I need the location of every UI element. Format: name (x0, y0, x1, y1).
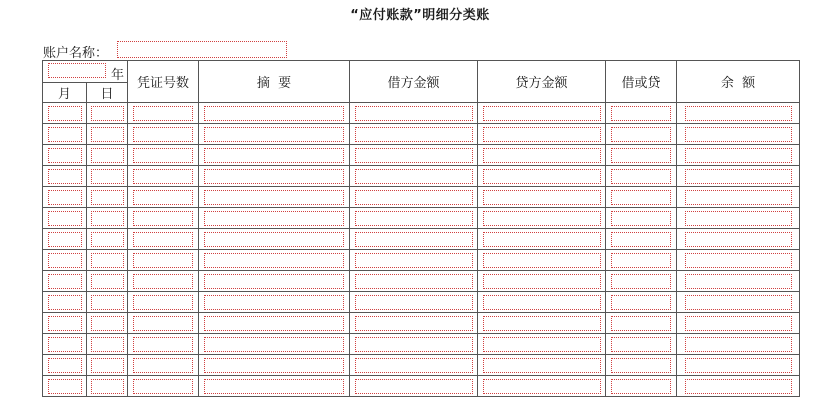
ledger-cell-credit-amount (478, 124, 606, 145)
ledger-cell-credit-amount (478, 229, 606, 250)
voucher-number-input[interactable] (133, 148, 193, 163)
ledger-cell-voucher-number (128, 229, 199, 250)
credit-amount-input[interactable] (483, 106, 601, 121)
balance-input[interactable] (685, 337, 792, 352)
ledger-cell-debit-or-credit (606, 166, 677, 187)
ledger-cell-day (87, 103, 128, 124)
ledger-cell-balance (677, 229, 800, 250)
ledger-body (43, 103, 800, 397)
ledger-cell-month (43, 187, 87, 208)
debit-amount-input[interactable] (355, 148, 473, 163)
ledger-row (43, 334, 800, 355)
ledger-cell-voucher-number (128, 376, 199, 397)
ledger-cell-debit-amount (350, 250, 478, 271)
ledger-cell-month (43, 334, 87, 355)
ledger-cell-balance (677, 271, 800, 292)
ledger-row (43, 208, 800, 229)
ledger-row (43, 250, 800, 271)
ledger-cell-month (43, 145, 87, 166)
ledger-cell-summary (199, 250, 350, 271)
ledger-cell-debit-or-credit (606, 292, 677, 313)
ledger-cell-balance (677, 334, 800, 355)
ledger-cell-month (43, 229, 87, 250)
ledger-cell-credit-amount (478, 334, 606, 355)
ledger-cell-summary (199, 334, 350, 355)
credit-amount-input[interactable] (483, 358, 601, 373)
ledger-cell-credit-amount (478, 250, 606, 271)
debit-amount-input[interactable] (355, 379, 473, 394)
ledger-cell-credit-amount (478, 313, 606, 334)
ledger-cell-voucher-number (128, 124, 199, 145)
balance-input[interactable] (685, 379, 792, 394)
month-input[interactable] (48, 106, 82, 121)
debit-or-credit-input[interactable] (611, 190, 671, 205)
ledger-cell-balance (677, 355, 800, 376)
ledger-cell-debit-or-credit (606, 355, 677, 376)
voucher-number-input[interactable] (133, 169, 193, 184)
voucher-number-input[interactable] (133, 232, 193, 247)
ledger-cell-credit-amount (478, 292, 606, 313)
balance-input[interactable] (685, 127, 792, 142)
ledger-cell-day (87, 313, 128, 334)
month-input[interactable] (48, 232, 82, 247)
voucher-number-input[interactable] (133, 190, 193, 205)
ledger-cell-balance (677, 145, 800, 166)
summary-input[interactable] (204, 148, 344, 163)
ledger-cell-month (43, 355, 87, 376)
debit-or-credit-input[interactable] (611, 379, 671, 394)
balance-input[interactable] (685, 253, 792, 268)
summary-input[interactable] (204, 379, 344, 394)
ledger-cell-debit-amount (350, 145, 478, 166)
account-name-input[interactable] (117, 41, 287, 58)
debit-amount-input[interactable] (355, 316, 473, 331)
balance-input[interactable] (685, 316, 792, 331)
ledger-cell-day (87, 187, 128, 208)
balance-input[interactable] (685, 190, 792, 205)
debit-or-credit-input[interactable] (611, 253, 671, 268)
col-balance: 余 额 (677, 61, 800, 103)
credit-amount-input[interactable] (483, 211, 601, 226)
summary-input[interactable] (204, 106, 344, 121)
balance-input[interactable] (685, 232, 792, 247)
ledger-cell-debit-amount (350, 208, 478, 229)
ledger-cell-debit-amount (350, 313, 478, 334)
debit-amount-input[interactable] (355, 169, 473, 184)
month-input[interactable] (48, 253, 82, 268)
day-input[interactable] (91, 253, 124, 268)
col-credit-amount: 贷方金额 (478, 61, 606, 103)
day-input[interactable] (91, 211, 124, 226)
ledger-cell-voucher-number (128, 103, 199, 124)
debit-or-credit-input[interactable] (611, 337, 671, 352)
ledger-cell-summary (199, 145, 350, 166)
ledger-cell-day (87, 355, 128, 376)
ledger-cell-credit-amount (478, 187, 606, 208)
debit-amount-input[interactable] (355, 106, 473, 121)
ledger-cell-summary (199, 208, 350, 229)
debit-amount-input[interactable] (355, 232, 473, 247)
col-month: 月 (43, 83, 87, 103)
debit-amount-input[interactable] (355, 295, 473, 310)
credit-amount-input[interactable] (483, 253, 601, 268)
day-input[interactable] (91, 190, 124, 205)
ledger-row (43, 292, 800, 313)
ledger-cell-month (43, 166, 87, 187)
ledger-row (43, 229, 800, 250)
ledger-cell-debit-or-credit (606, 208, 677, 229)
summary-input[interactable] (204, 211, 344, 226)
month-input[interactable] (48, 358, 82, 373)
ledger-cell-month (43, 103, 87, 124)
balance-input[interactable] (685, 106, 792, 121)
balance-input[interactable] (685, 295, 792, 310)
ledger-table (42, 60, 800, 397)
ledger-cell-balance (677, 376, 800, 397)
ledger-cell-month (43, 313, 87, 334)
ledger-row (43, 355, 800, 376)
ledger-cell-day (87, 334, 128, 355)
month-input[interactable] (48, 316, 82, 331)
ledger-cell-day (87, 166, 128, 187)
ledger-cell-day (87, 271, 128, 292)
year-label: 年 (110, 68, 124, 83)
ledger-cell-debit-or-credit (606, 313, 677, 334)
day-input[interactable] (91, 106, 124, 121)
ledger-cell-debit-amount (350, 334, 478, 355)
month-input[interactable] (48, 148, 82, 163)
ledger-cell-balance (677, 313, 800, 334)
col-debit-or-credit: 借或贷 (606, 61, 677, 103)
ledger-row (43, 313, 800, 334)
ledger-cell-voucher-number (128, 166, 199, 187)
ledger-cell-debit-or-credit (606, 124, 677, 145)
ledger-cell-credit-amount (478, 145, 606, 166)
debit-or-credit-input[interactable] (611, 127, 671, 142)
ledger-cell-day (87, 145, 128, 166)
ledger-cell-balance (677, 208, 800, 229)
ledger-cell-credit-amount (478, 103, 606, 124)
ledger-cell-day (87, 124, 128, 145)
debit-or-credit-input[interactable] (611, 211, 671, 226)
balance-input[interactable] (685, 148, 792, 163)
ledger-cell-credit-amount (478, 166, 606, 187)
debit-amount-input[interactable] (355, 211, 473, 226)
ledger-cell-voucher-number (128, 271, 199, 292)
voucher-number-input[interactable] (133, 295, 193, 310)
debit-amount-input[interactable] (355, 358, 473, 373)
credit-amount-input[interactable] (483, 190, 601, 205)
month-input[interactable] (48, 211, 82, 226)
ledger-cell-debit-amount (350, 124, 478, 145)
ledger-cell-debit-or-credit (606, 187, 677, 208)
ledger-row (43, 166, 800, 187)
ledger-cell-summary (199, 355, 350, 376)
credit-amount-input[interactable] (483, 337, 601, 352)
summary-input[interactable] (204, 169, 344, 184)
voucher-number-input[interactable] (133, 274, 193, 289)
credit-amount-input[interactable] (483, 379, 601, 394)
ledger-cell-day (87, 376, 128, 397)
month-input[interactable] (48, 379, 82, 394)
day-input[interactable] (91, 169, 124, 184)
ledger-cell-balance (677, 292, 800, 313)
col-voucher-number: 凭证号数 (128, 61, 199, 103)
summary-input[interactable] (204, 127, 344, 142)
voucher-number-input[interactable] (133, 358, 193, 373)
summary-input[interactable] (204, 337, 344, 352)
day-input[interactable] (91, 232, 124, 247)
month-input[interactable] (48, 274, 82, 289)
debit-or-credit-input[interactable] (611, 169, 671, 184)
debit-amount-input[interactable] (355, 274, 473, 289)
balance-input[interactable] (685, 169, 792, 184)
summary-input[interactable] (204, 190, 344, 205)
credit-amount-input[interactable] (483, 232, 601, 247)
ledger-cell-voucher-number (128, 250, 199, 271)
ledger-cell-credit-amount (478, 355, 606, 376)
debit-amount-input[interactable] (355, 253, 473, 268)
ledger-row (43, 124, 800, 145)
col-day: 日 (87, 83, 128, 103)
balance-input[interactable] (685, 211, 792, 226)
ledger-cell-month (43, 292, 87, 313)
voucher-number-input[interactable] (133, 337, 193, 352)
summary-input[interactable] (204, 253, 344, 268)
ledger-cell-voucher-number (128, 334, 199, 355)
ledger-cell-summary (199, 292, 350, 313)
ledger-cell-month (43, 271, 87, 292)
ledger-row (43, 376, 800, 397)
ledger-cell-month (43, 208, 87, 229)
summary-input[interactable] (204, 274, 344, 289)
ledger-cell-day (87, 229, 128, 250)
ledger-cell-debit-amount (350, 292, 478, 313)
ledger-cell-voucher-number (128, 292, 199, 313)
day-input[interactable] (91, 295, 124, 310)
month-input[interactable] (48, 127, 82, 142)
ledger-cell-balance (677, 103, 800, 124)
ledger-cell-debit-amount (350, 376, 478, 397)
ledger-cell-balance (677, 187, 800, 208)
debit-or-credit-input[interactable] (611, 148, 671, 163)
ledger-cell-summary (199, 271, 350, 292)
summary-input[interactable] (204, 358, 344, 373)
credit-amount-input[interactable] (483, 169, 601, 184)
credit-amount-input[interactable] (483, 295, 601, 310)
ledger-cell-debit-or-credit (606, 376, 677, 397)
ledger-cell-month (43, 250, 87, 271)
ledger-cell-debit-or-credit (606, 145, 677, 166)
day-input[interactable] (91, 379, 124, 394)
col-summary: 摘 要 (199, 61, 350, 103)
voucher-number-input[interactable] (133, 316, 193, 331)
account-name-label: 账户名称： (43, 46, 109, 61)
debit-or-credit-input[interactable] (611, 232, 671, 247)
voucher-number-input[interactable] (133, 127, 193, 142)
ledger-cell-balance (677, 124, 800, 145)
credit-amount-input[interactable] (483, 316, 601, 331)
ledger-cell-debit-or-credit (606, 229, 677, 250)
ledger-row (43, 103, 800, 124)
ledger-cell-voucher-number (128, 208, 199, 229)
ledger-cell-month (43, 124, 87, 145)
summary-input[interactable] (204, 295, 344, 310)
month-input[interactable] (48, 190, 82, 205)
balance-input[interactable] (685, 274, 792, 289)
month-input[interactable] (48, 337, 82, 352)
ledger-cell-voucher-number (128, 187, 199, 208)
balance-input[interactable] (685, 358, 792, 373)
ledger-cell-credit-amount (478, 271, 606, 292)
ledger-cell-debit-amount (350, 187, 478, 208)
ledger-cell-balance (677, 250, 800, 271)
voucher-number-input[interactable] (133, 379, 193, 394)
ledger-cell-summary (199, 166, 350, 187)
day-input[interactable] (91, 274, 124, 289)
ledger-cell-voucher-number (128, 355, 199, 376)
ledger-cell-summary (199, 376, 350, 397)
ledger-cell-credit-amount (478, 208, 606, 229)
ledger-cell-debit-amount (350, 271, 478, 292)
ledger-cell-balance (677, 166, 800, 187)
year-header (43, 61, 128, 83)
summary-input[interactable] (204, 232, 344, 247)
ledger-cell-summary (199, 187, 350, 208)
ledger-title: “应付账款”明细分类账 (350, 8, 490, 23)
credit-amount-input[interactable] (483, 274, 601, 289)
ledger-cell-summary (199, 124, 350, 145)
day-input[interactable] (91, 337, 124, 352)
day-input[interactable] (91, 127, 124, 142)
ledger-row (43, 145, 800, 166)
ledger-cell-summary (199, 313, 350, 334)
month-input[interactable] (48, 295, 82, 310)
month-input[interactable] (48, 169, 82, 184)
debit-amount-input[interactable] (355, 190, 473, 205)
debit-or-credit-input[interactable] (611, 274, 671, 289)
ledger-cell-credit-amount (478, 376, 606, 397)
year-input[interactable] (48, 63, 106, 78)
ledger-cell-voucher-number (128, 145, 199, 166)
day-input[interactable] (91, 316, 124, 331)
voucher-number-input[interactable] (133, 211, 193, 226)
debit-or-credit-input[interactable] (611, 316, 671, 331)
ledger-cell-debit-or-credit (606, 250, 677, 271)
col-debit-amount: 借方金额 (350, 61, 478, 103)
ledger-row (43, 271, 800, 292)
ledger-cell-debit-amount (350, 355, 478, 376)
ledger-cell-day (87, 208, 128, 229)
debit-or-credit-input[interactable] (611, 106, 671, 121)
debit-or-credit-input[interactable] (611, 358, 671, 373)
credit-amount-input[interactable] (483, 127, 601, 142)
ledger-cell-day (87, 292, 128, 313)
ledger-cell-voucher-number (128, 313, 199, 334)
ledger-row (43, 187, 800, 208)
debit-amount-input[interactable] (355, 127, 473, 142)
voucher-number-input[interactable] (133, 253, 193, 268)
summary-input[interactable] (204, 316, 344, 331)
ledger-cell-debit-or-credit (606, 103, 677, 124)
voucher-number-input[interactable] (133, 106, 193, 121)
ledger-cell-debit-or-credit (606, 334, 677, 355)
ledger-cell-day (87, 250, 128, 271)
ledger-cell-month (43, 376, 87, 397)
day-input[interactable] (91, 148, 124, 163)
ledger-cell-summary (199, 103, 350, 124)
ledger-cell-debit-amount (350, 229, 478, 250)
credit-amount-input[interactable] (483, 148, 601, 163)
debit-amount-input[interactable] (355, 337, 473, 352)
ledger-cell-summary (199, 229, 350, 250)
ledger-cell-debit-amount (350, 166, 478, 187)
ledger-cell-debit-amount (350, 103, 478, 124)
ledger-cell-debit-or-credit (606, 271, 677, 292)
day-input[interactable] (91, 358, 124, 373)
debit-or-credit-input[interactable] (611, 295, 671, 310)
